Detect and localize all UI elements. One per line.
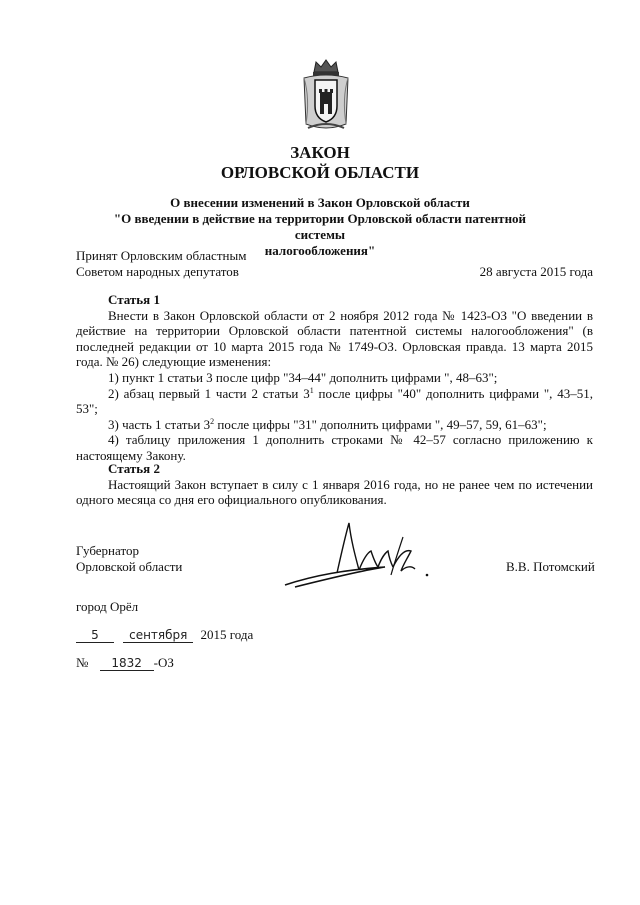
signer-role-line1: Губернатор xyxy=(76,543,139,558)
signer-name: В.В. Потомский xyxy=(506,559,595,574)
article-heading: Статья 2 xyxy=(108,461,160,476)
adopted-by-line1: Принят Орловским областным xyxy=(76,248,247,263)
date-day: 5 xyxy=(76,629,114,643)
date-month: сентября xyxy=(123,629,193,643)
subject-line: О внесении изменений в Закон Орловской области xyxy=(170,195,470,210)
subject-line: налогообложения" xyxy=(264,243,376,258)
article-1 xyxy=(76,292,593,464)
number-prefix: № xyxy=(76,655,89,670)
signing-date xyxy=(76,627,253,643)
article-2 xyxy=(76,461,593,508)
city-line: город Орёл xyxy=(76,599,139,614)
article-item: 1) пункт 1 статьи 3 после цифр "34–44" дополнить цифрами ", 48–63"; xyxy=(108,369,498,385)
adoption-date: 28 августа 2015 года xyxy=(479,264,593,279)
law-number xyxy=(76,655,174,671)
number-value: 1832 xyxy=(100,657,154,671)
article-paragraph: Настоящий Закон вступает в силу с 1 января 2016 года, но не ранее чем по истечении одного месяца со дня его официального опубликования. xyxy=(76,476,593,508)
article-paragraph: Внести в Закон Орловской области от 2 ноября 2012 года № 1423-ОЗ "О введении в действие на территории Орловской области патентной системы налогообложения" (в последней редакции от 10 марта 2015 года № 1749-ОЗ. Орловская правда. 13 марта 2015 года. № 26) следующие изменения: xyxy=(76,307,593,370)
region-title: ОРЛОВСКОЙ ОБЛАСТИ xyxy=(220,163,420,182)
article-item: 3) часть 1 статьи $3^2$ после цифры "31" дополнить цифрами ", 49–57, 59, 61–63"; xyxy=(108,416,547,432)
article-item: 4) таблицу приложения 1 дополнить строками № 42–57 согласно приложению к настоящему Закону. xyxy=(76,432,593,463)
date-year: 2015 года xyxy=(200,627,254,642)
article-item: 2) абзац первый 1 части 2 статьи $3^1$ после цифры "40" дополнить цифрами ", 43–51, 53"; xyxy=(76,385,593,417)
subject-line: "О введении в действие на территории Орловской области патентной системы xyxy=(113,211,527,242)
law-title: ЗАКОН xyxy=(290,143,350,162)
coat-of-arms-icon xyxy=(300,58,352,134)
article-heading: Статья 1 xyxy=(108,292,160,307)
signer-role-line2: Орловской области xyxy=(76,559,183,574)
signature-icon xyxy=(275,515,445,595)
adopted-by-line2: Советом народных депутатов xyxy=(76,264,239,279)
number-suffix: -ОЗ xyxy=(153,655,174,670)
